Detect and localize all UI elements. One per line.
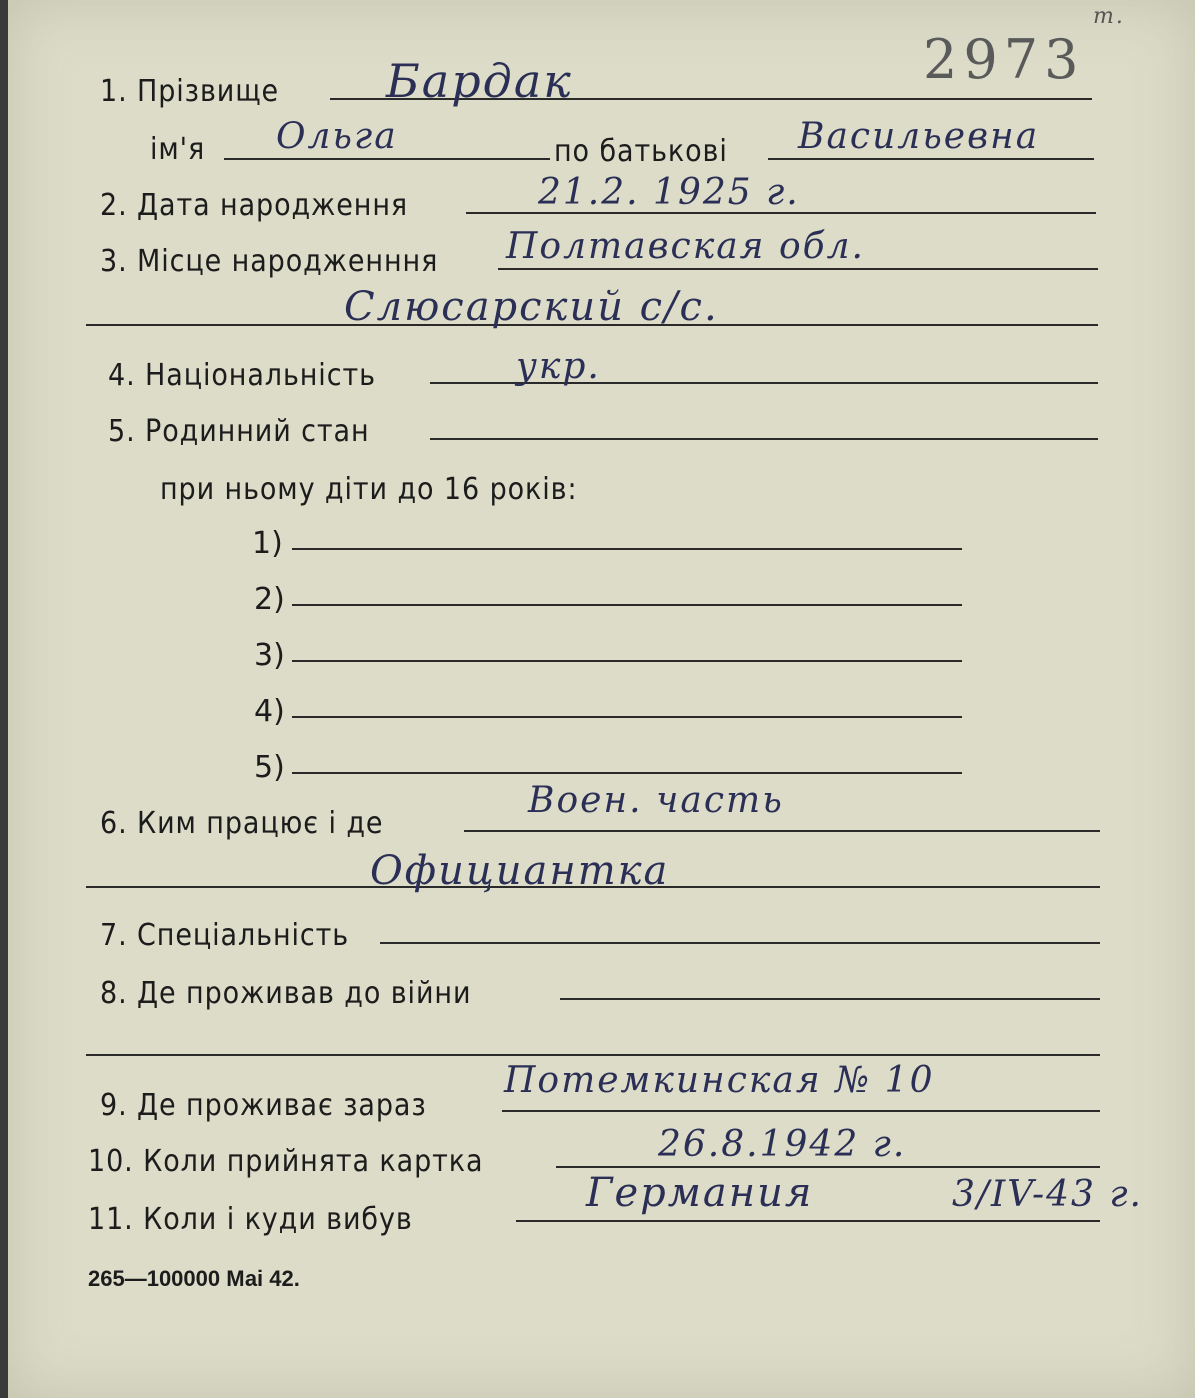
occupation-line-1 xyxy=(464,830,1100,832)
current-residence-label: 9. Де проживає зараз xyxy=(100,1088,427,1123)
child-5-label: 5) xyxy=(254,750,285,785)
birth-place-label: 3. Місце народженння xyxy=(100,244,439,279)
surname-value: Бардак xyxy=(386,54,573,108)
nationality-label: 4. Національність xyxy=(108,358,376,393)
nationality-value: укр. xyxy=(516,346,601,387)
departure-label: 11. Коли і куди вибув xyxy=(88,1202,413,1237)
child-2-label: 2) xyxy=(254,582,285,617)
registration-card xyxy=(8,0,1195,1398)
marital-status-line xyxy=(430,438,1098,440)
departure-line xyxy=(516,1220,1100,1222)
marital-status-label: 5. Родинний стан xyxy=(108,414,370,449)
print-run-footer: 265—100000 Маі 42. xyxy=(88,1266,300,1291)
children-label: при ньому діти до 16 років: xyxy=(160,472,578,507)
child-1-line xyxy=(292,548,962,550)
patronymic-line xyxy=(768,158,1094,160)
birth-place-value-2: Слюсарский с/с. xyxy=(344,284,719,330)
child-3-line xyxy=(292,660,962,662)
patronymic-value: Васильевна xyxy=(798,116,1040,157)
first-name-label: ім'я xyxy=(150,132,206,167)
child-4-label: 4) xyxy=(254,694,285,729)
birth-date-label: 2. Дата народження xyxy=(100,188,409,223)
child-4-line xyxy=(292,716,962,718)
card-accepted-value: 26.8.1942 г. xyxy=(658,1124,907,1165)
specialty-line xyxy=(380,942,1100,944)
birth-date-value: 21.2. 1925 г. xyxy=(538,172,800,213)
occupation-value-2: Официантка xyxy=(370,848,670,894)
child-1-label: 1) xyxy=(252,526,283,561)
first-name-value: Ольга xyxy=(276,116,398,157)
prewar-residence-label: 8. Де проживав до війни xyxy=(100,976,472,1011)
card-accepted-line xyxy=(556,1166,1100,1168)
surname-label: 1. Прізвище xyxy=(100,74,280,109)
card-accepted-label: 10. Коли прийнята картка xyxy=(88,1144,484,1179)
archive-number: 2973 xyxy=(923,28,1085,91)
prewar-residence-line-1 xyxy=(560,998,1100,1000)
birth-place-value-1: Полтавская обл. xyxy=(506,226,865,267)
first-name-line xyxy=(224,158,550,160)
prewar-residence-line-2 xyxy=(86,1054,1100,1056)
departure-date: 3/IV-43 г. xyxy=(952,1174,1143,1215)
current-residence-line xyxy=(502,1110,1100,1112)
specialty-label: 7. Спеціальність xyxy=(100,918,350,953)
occupation-value-1: Воен. часть xyxy=(528,780,784,821)
child-3-label: 3) xyxy=(254,638,285,673)
birth-place-line-1 xyxy=(498,268,1098,270)
child-2-line xyxy=(292,604,962,606)
corner-mark: m. xyxy=(1093,4,1125,29)
occupation-label: 6. Ким працює і де xyxy=(100,806,384,841)
child-5-line xyxy=(292,772,962,774)
patronymic-label: по батькові xyxy=(554,134,728,169)
current-residence-value: Потемкинская № 10 xyxy=(504,1060,935,1101)
departure-destination: Германия xyxy=(586,1170,814,1216)
